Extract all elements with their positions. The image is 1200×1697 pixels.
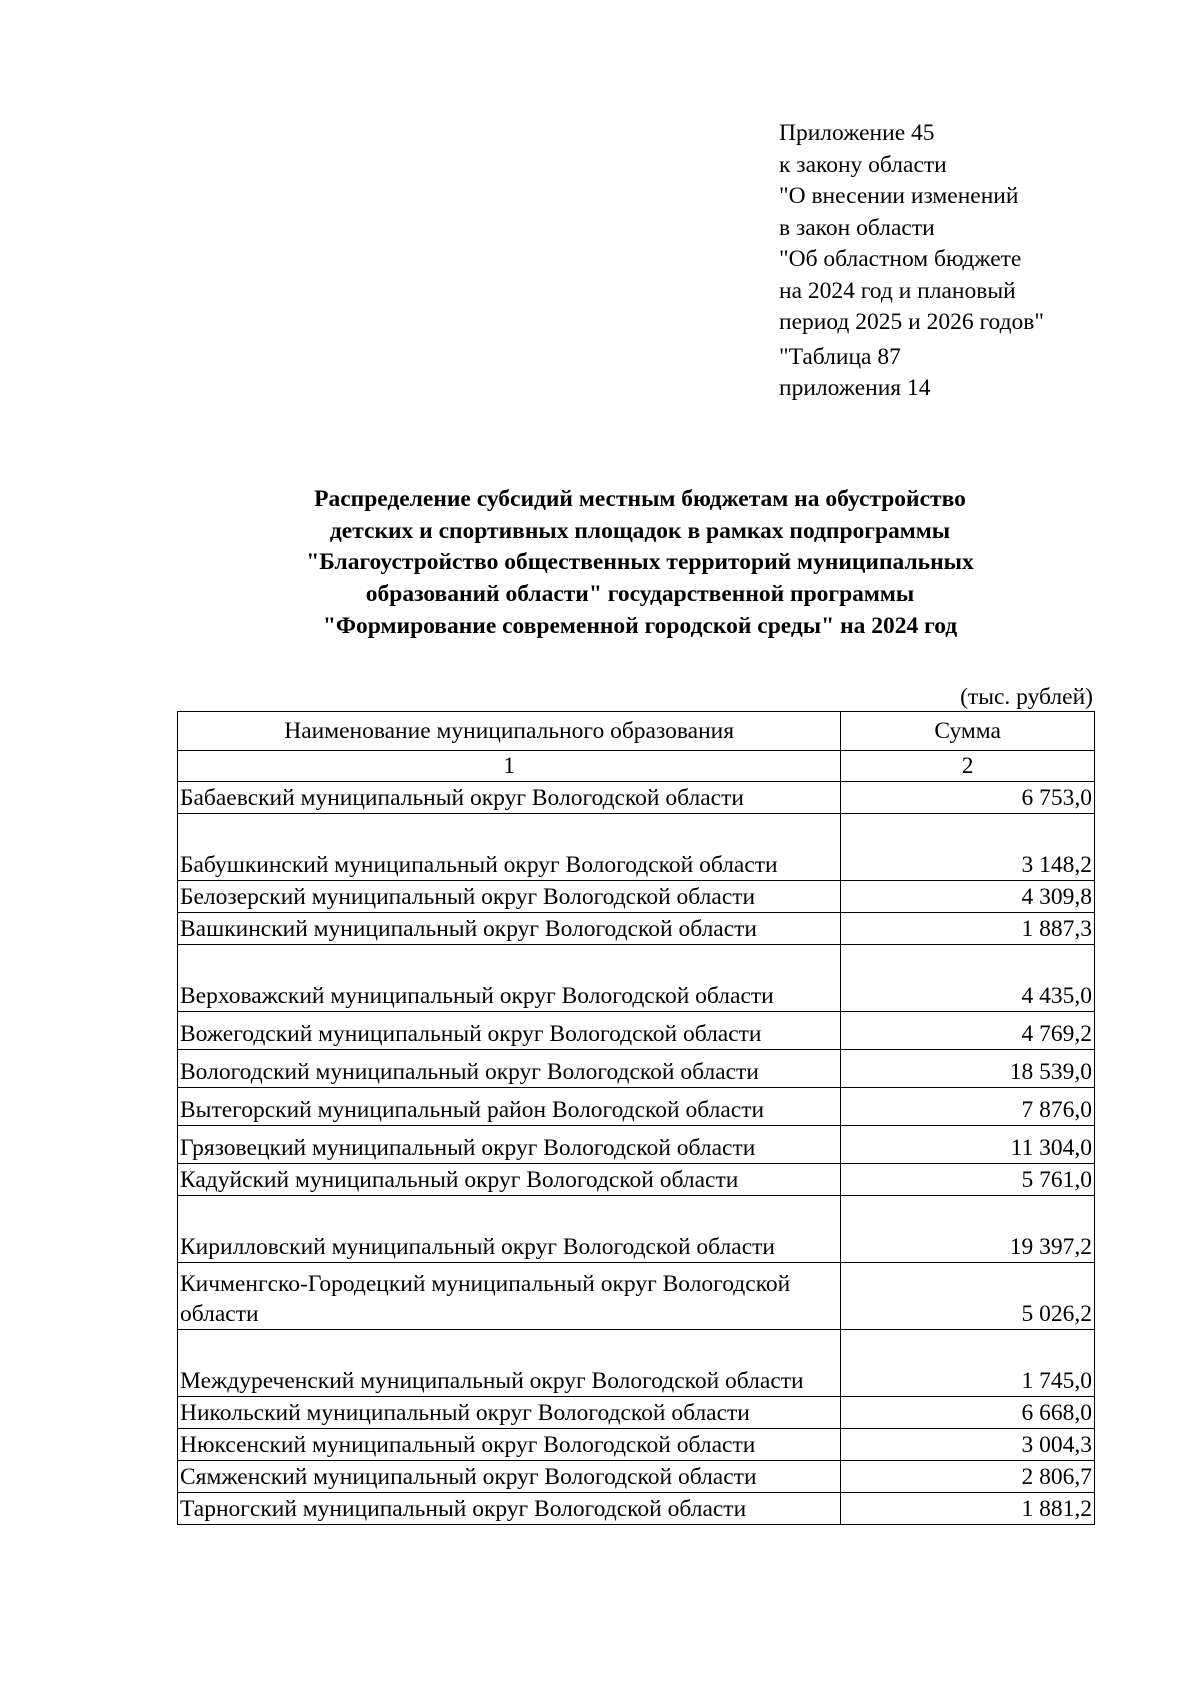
table-row [178,814,1095,881]
appendix-line: приложения 14 [779,375,931,401]
table-row [178,1088,1095,1126]
header-amount: Сумма [841,712,1095,751]
column-number-1: 1 [178,751,841,782]
table-row [178,1012,1095,1050]
municipality-name: Кадуйский муниципальный округ Вологодской области [178,1164,841,1196]
subsidy-amount: 1 745,0 [841,1330,1095,1397]
subsidy-amount: 7 876,0 [841,1088,1095,1126]
municipality-name: Вологодский муниципальный округ Вологодской области [178,1050,841,1088]
municipality-name: Вожегодский муниципальный округ Вологодской области [178,1012,841,1050]
title-line: образований области" государственной программы [365,581,915,608]
municipality-name: Грязовецкий муниципальный округ Вологодской области [178,1126,841,1164]
column-number-row [178,751,1095,782]
header-name: Наименование муниципального образования [178,712,841,751]
title-line: "Формирование современной городской среды" на 2024 год [322,612,958,639]
table-row [178,1263,1095,1330]
subsidy-amount: 4 435,0 [841,945,1095,1012]
table-row [178,1050,1095,1088]
municipality-name: Тарногский муниципальный округ Вологодской области [178,1493,841,1525]
table-header-row [178,712,1095,751]
subsidy-amount: 19 397,2 [841,1196,1095,1263]
subsidy-amount: 4 309,8 [841,881,1095,913]
appendix-line: "Таблица 87 [779,343,901,370]
table-row [178,1493,1095,1525]
appendix-line: в закон области [779,214,935,241]
subsidy-amount: 2 806,7 [841,1461,1095,1493]
table-row [178,1330,1095,1397]
table-row [178,1196,1095,1263]
municipality-name: Бабаевский муниципальный округ Вологодской области [178,782,841,814]
subsidy-amount: 5 026,2 [841,1263,1095,1330]
municipality-name: Сямженский муниципальный округ Вологодской области [178,1461,841,1493]
subsidy-amount: 3 148,2 [841,814,1095,881]
subsidy-amount: 4 769,2 [841,1012,1095,1050]
table-body [178,782,1095,1525]
document-title [180,484,1100,643]
title-line: Распределение субсидий местным бюджетам на обустройство [314,486,966,512]
table-row [178,881,1095,913]
table-row [178,1461,1095,1493]
appendix-line: "Об областном бюджете [779,246,1022,272]
table-row [178,945,1095,1012]
municipality-name: Кирилловский муниципальный округ Вологодской области [178,1196,841,1263]
municipality-name: Нюксенский муниципальный округ Вологодской области [178,1429,841,1461]
table-row [178,1164,1095,1196]
table-row [178,1126,1095,1164]
table-row [178,913,1095,945]
subsidy-amount: 3 004,3 [841,1429,1095,1461]
appendix-line: Приложение 45 [779,120,935,146]
appendix-reference [779,118,1044,405]
subsidy-amount: 5 761,0 [841,1164,1095,1196]
municipality-name: Вашкинский муниципальный округ Вологодской области [178,913,841,945]
appendix-line: период 2025 и 2026 годов" [779,309,1044,335]
municipality-name: Кичменгско-Городецкий муниципальный округ Вологодской области [178,1263,841,1330]
column-number-2: 2 [841,751,1095,782]
municipality-name: Никольский муниципальный округ Вологодской области [178,1397,841,1429]
municipality-name: Междуреченский муниципальный округ Вологодской области [178,1330,841,1397]
subsidy-table [177,711,1095,1525]
subsidy-amount: 1 887,3 [841,913,1095,945]
subsidy-amount: 11 304,0 [841,1126,1095,1164]
table-row [178,782,1095,814]
table-row [178,1397,1095,1429]
appendix-line: "О внесении изменений [779,183,1019,209]
subsidy-amount: 18 539,0 [841,1050,1095,1088]
appendix-line: к закону области [779,151,947,178]
title-line: детских и спортивных площадок в рамках подпрограммы [329,517,951,544]
subsidy-amount: 6 753,0 [841,782,1095,814]
subsidy-amount: 6 668,0 [841,1397,1095,1429]
table-row [178,1429,1095,1461]
municipality-name: Бабушкинский муниципальный округ Вологодской области [178,814,841,881]
units-label: (тыс. рублей) [960,684,1093,710]
municipality-name: Верховажский муниципальный округ Вологодской области [178,945,841,1012]
appendix-line: на 2024 год и плановый [779,277,1016,304]
municipality-name: Белозерский муниципальный округ Вологодской области [178,881,841,913]
municipality-name: Вытегорский муниципальный район Вологодской области [178,1088,841,1126]
title-line: "Благоустройство общественных территорий муниципальных [306,549,974,576]
subsidy-amount: 1 881,2 [841,1493,1095,1525]
